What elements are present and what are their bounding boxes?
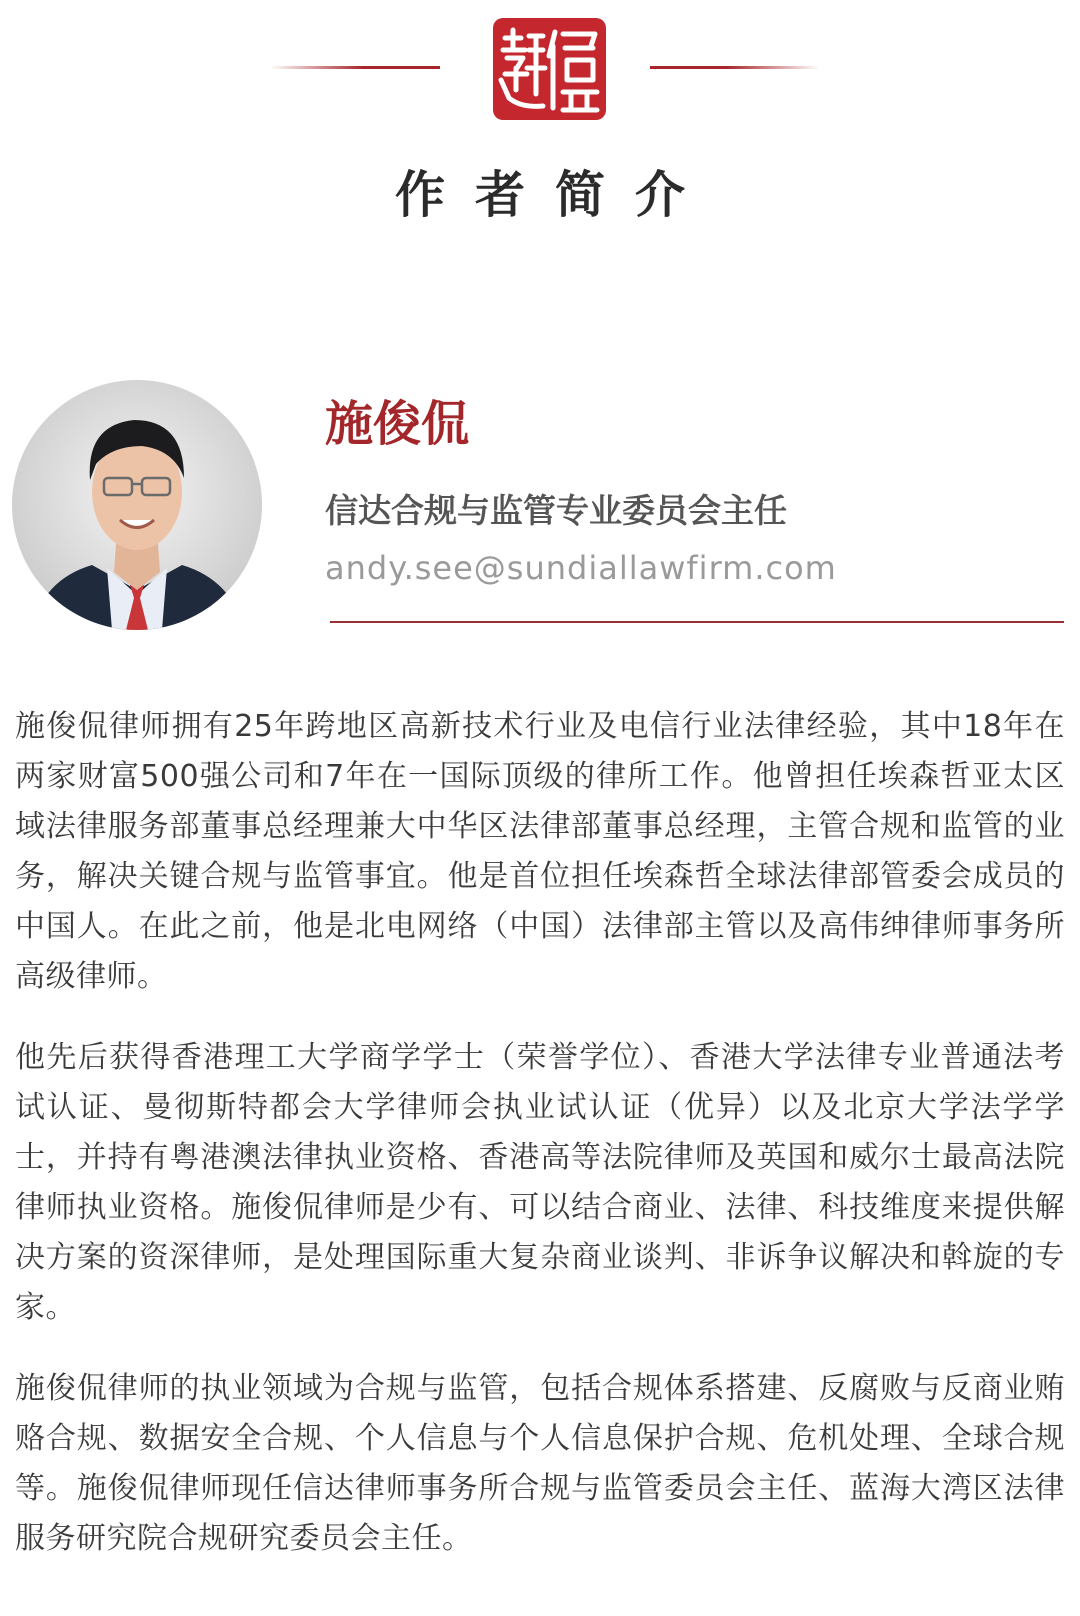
header-divider-right bbox=[650, 66, 820, 69]
author-role: 信达合规与监管专业委员会主任 bbox=[325, 491, 787, 530]
profile-divider bbox=[330, 621, 1064, 623]
bio-paragraph: 他先后获得香港理工大学商学学士（荣誉学位）、香港大学法律专业普通法考试认证、曼彻斯特都会大学律师会执业试认证（优异）以及北京大学法学学士，并持有粤港澳法律执业资格、香港高等法院律师及英国和威尔士最高法院律师执业资格。施俊侃律师是少有、可以结合商业、法律、科技维度来提供解决方案的资深律师，是处理国际重大复杂商业谈判、非诉争议解决和斡旋的专家。 bbox=[15, 1040, 1065, 1325]
avatar bbox=[12, 380, 262, 630]
author-name: 施俊侃 bbox=[325, 396, 470, 452]
red-seal-stamp-icon bbox=[491, 16, 608, 122]
portrait-photo bbox=[12, 380, 262, 630]
author-email-link[interactable]: andy.see@sundiallawfirm.com bbox=[325, 549, 837, 587]
bio-section bbox=[15, 702, 1065, 1595]
header-divider-left bbox=[270, 66, 440, 69]
bio-paragraph: 施俊侃律师的执业领域为合规与监管，包括合规体系搭建、反腐败与反商业贿赂合规、数据安全合规、个人信息与个人信息保护合规、危机处理、全球合规等。施俊侃律师现任信达律师事务所合规与监管委员会主任、蓝海大湾区法律服务研究院合规研究委员会主任。 bbox=[15, 1371, 1065, 1556]
section-title: 作者简介 bbox=[395, 165, 715, 224]
bio-paragraph: 施俊侃律师拥有25年跨地区高新技术行业及电信行业法律经验，其中18年在两家财富500强公司和7年在一国际顶级的律所工作。他曾担任埃森哲亚太区域法律服务部董事总经理兼大中华区法律部董事总经理，主管合规和监管的业务，解决关键合规与监管事宜。他是首位担任埃森哲全球法律部管委会成员的中国人。在此之前，他是北电网络（中国）法律部主管以及高伟绅律师事务所高级律师。 bbox=[15, 709, 1065, 994]
